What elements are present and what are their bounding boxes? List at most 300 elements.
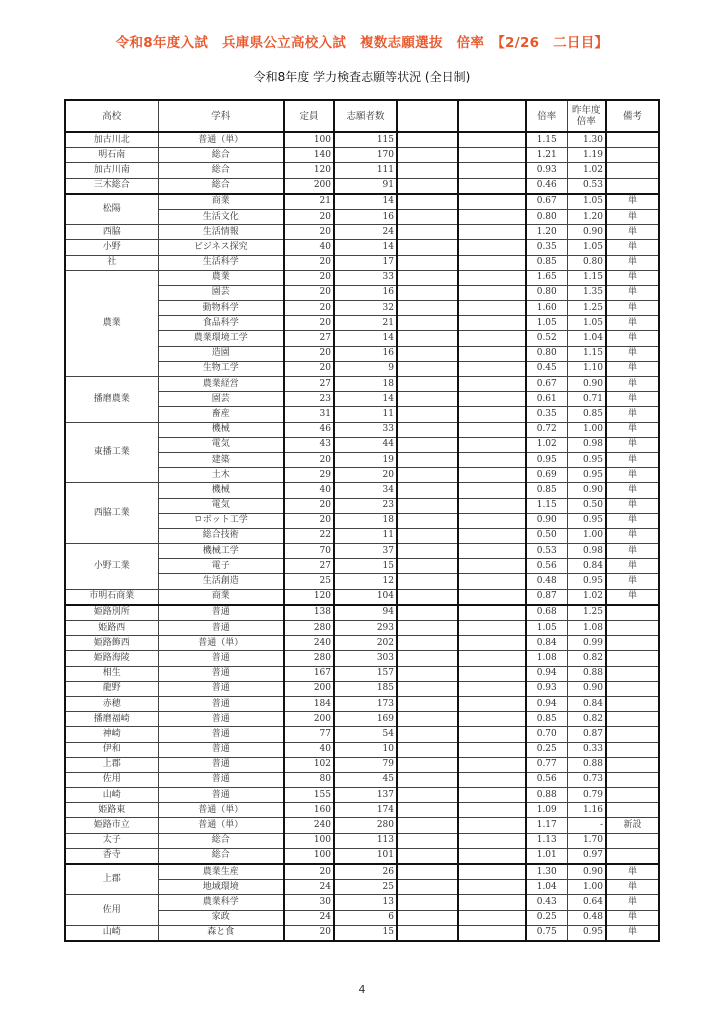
table-row: [65, 225, 659, 240]
blank-cell-2: [458, 559, 526, 574]
capacity-cell: 77: [284, 727, 334, 742]
school-cell: 山崎: [65, 925, 158, 941]
applicants-cell: 79: [334, 757, 397, 772]
school-cell: 松陽: [65, 194, 158, 225]
rate-cell: 0.52: [526, 331, 567, 346]
department-cell: 商業: [158, 589, 284, 605]
rate-cell: 0.45: [526, 361, 567, 376]
blank-cell-2: [458, 757, 526, 772]
note-cell: 単: [606, 895, 659, 910]
table-row: [65, 240, 659, 255]
department-cell: 総合: [158, 163, 284, 178]
rate-cell: 0.85: [526, 255, 567, 270]
blank-cell-2: [458, 803, 526, 818]
note-cell: [606, 788, 659, 803]
department-cell: 普通: [158, 712, 284, 727]
note-cell: [606, 666, 659, 681]
table-row: [65, 148, 659, 163]
capacity-cell: 24: [284, 910, 334, 925]
blank-cell-1: [397, 422, 458, 437]
capacity-cell: 40: [284, 742, 334, 757]
school-cell: 山崎: [65, 788, 158, 803]
last-year-rate-cell: 0.95: [567, 925, 606, 941]
applicants-cell: 18: [334, 377, 397, 392]
note-cell: [606, 148, 659, 163]
capacity-cell: 40: [284, 483, 334, 498]
capacity-cell: 20: [284, 498, 334, 513]
capacity-cell: 20: [284, 285, 334, 300]
blank-cell-1: [397, 818, 458, 833]
capacity-cell: 31: [284, 407, 334, 422]
applicants-cell: 174: [334, 803, 397, 818]
applicants-cell: 303: [334, 651, 397, 666]
rate-cell: 0.35: [526, 240, 567, 255]
school-cell: 姫路別所: [65, 605, 158, 621]
department-cell: 農業生産: [158, 864, 284, 880]
department-cell: 普通: [158, 727, 284, 742]
applicants-cell: 173: [334, 696, 397, 711]
rate-cell: 0.61: [526, 392, 567, 407]
capacity-cell: 120: [284, 163, 334, 178]
school-cell: 上郡: [65, 864, 158, 895]
applicants-cell: 9: [334, 361, 397, 376]
capacity-cell: 46: [284, 422, 334, 437]
school-cell: 播磨農業: [65, 377, 158, 423]
blank-cell-1: [397, 666, 458, 681]
blank-cell-2: [458, 848, 526, 864]
blank-cell-1: [397, 361, 458, 376]
blank-cell-2: [458, 651, 526, 666]
capacity-cell: 160: [284, 803, 334, 818]
blank-cell-2: [458, 346, 526, 361]
last-year-rate-cell: 1.25: [567, 301, 606, 316]
note-cell: 単: [606, 270, 659, 285]
blank-cell-2: [458, 452, 526, 467]
department-cell: 総合: [158, 178, 284, 194]
blank-cell-1: [397, 589, 458, 605]
blank-cell-1: [397, 925, 458, 941]
blank-cell-1: [397, 270, 458, 285]
capacity-cell: 102: [284, 757, 334, 772]
blank-cell-1: [397, 163, 458, 178]
capacity-cell: 120: [284, 589, 334, 605]
rate-cell: 1.05: [526, 316, 567, 331]
header-department: 学科: [158, 100, 284, 132]
last-year-rate-cell: 0.98: [567, 544, 606, 559]
last-year-rate-cell: 0.95: [567, 513, 606, 528]
table-row: [65, 895, 659, 910]
note-cell: 単: [606, 483, 659, 498]
header-blank-2: [458, 100, 526, 132]
rate-cell: 0.48: [526, 574, 567, 589]
capacity-cell: 27: [284, 559, 334, 574]
rate-cell: 0.85: [526, 712, 567, 727]
school-cell: 相生: [65, 666, 158, 681]
blank-cell-1: [397, 148, 458, 163]
blank-cell-2: [458, 544, 526, 559]
blank-cell-1: [397, 788, 458, 803]
school-cell: 神崎: [65, 727, 158, 742]
note-cell: 単: [606, 301, 659, 316]
table-row: [65, 727, 659, 742]
last-year-rate-cell: 0.50: [567, 498, 606, 513]
school-cell: 小野: [65, 240, 158, 255]
rate-cell: 0.56: [526, 559, 567, 574]
last-year-rate-cell: 0.90: [567, 377, 606, 392]
rate-cell: 1.65: [526, 270, 567, 285]
last-year-rate-cell: 0.95: [567, 574, 606, 589]
blank-cell-1: [397, 240, 458, 255]
capacity-cell: 20: [284, 225, 334, 240]
header-last-year-rate-line2: 倍率: [576, 116, 596, 127]
rate-cell: 0.53: [526, 544, 567, 559]
applicants-cell: 15: [334, 925, 397, 941]
table-row: [65, 589, 659, 605]
school-cell: 西脇: [65, 225, 158, 240]
capacity-cell: 140: [284, 148, 334, 163]
department-cell: 園芸: [158, 285, 284, 300]
last-year-rate-cell: 0.99: [567, 636, 606, 651]
last-year-rate-cell: 0.53: [567, 178, 606, 194]
department-cell: 普通（単）: [158, 803, 284, 818]
department-cell: 普通: [158, 757, 284, 772]
last-year-rate-cell: 1.04: [567, 331, 606, 346]
last-year-rate-cell: 1.02: [567, 589, 606, 605]
rate-cell: 0.93: [526, 163, 567, 178]
department-cell: 畜産: [158, 407, 284, 422]
applicants-cell: 6: [334, 910, 397, 925]
school-cell: 東播工業: [65, 422, 158, 483]
last-year-rate-cell: 0.97: [567, 848, 606, 864]
rate-cell: 0.68: [526, 605, 567, 621]
department-cell: 商業: [158, 194, 284, 210]
capacity-cell: 100: [284, 833, 334, 848]
applicants-cell: 14: [334, 331, 397, 346]
capacity-cell: 200: [284, 712, 334, 727]
last-year-rate-cell: 1.05: [567, 240, 606, 255]
last-year-rate-cell: 0.88: [567, 666, 606, 681]
blank-cell-2: [458, 864, 526, 880]
school-cell: 西脇工業: [65, 483, 158, 544]
rate-cell: 0.94: [526, 666, 567, 681]
department-cell: 普通: [158, 621, 284, 636]
capacity-cell: 30: [284, 895, 334, 910]
rate-cell: 0.77: [526, 757, 567, 772]
blank-cell-2: [458, 178, 526, 194]
department-cell: ビジネス探究: [158, 240, 284, 255]
blank-cell-2: [458, 483, 526, 498]
note-cell: 単: [606, 498, 659, 513]
applicants-cell: 113: [334, 833, 397, 848]
rate-cell: 0.43: [526, 895, 567, 910]
last-year-rate-cell: 1.02: [567, 163, 606, 178]
rate-cell: 0.46: [526, 178, 567, 194]
school-cell: 加古川南: [65, 163, 158, 178]
table-row: [65, 772, 659, 787]
note-cell: 単: [606, 377, 659, 392]
department-cell: 電子: [158, 559, 284, 574]
last-year-rate-cell: 1.19: [567, 148, 606, 163]
blank-cell-2: [458, 392, 526, 407]
department-cell: 土木: [158, 468, 284, 483]
applicants-cell: 32: [334, 301, 397, 316]
note-cell: [606, 727, 659, 742]
last-year-rate-cell: 0.71: [567, 392, 606, 407]
applicants-cell: 24: [334, 225, 397, 240]
rate-cell: 1.60: [526, 301, 567, 316]
department-cell: 機械: [158, 422, 284, 437]
school-cell: 姫路海陵: [65, 651, 158, 666]
school-cell: 姫路西: [65, 621, 158, 636]
last-year-rate-cell: -: [567, 818, 606, 833]
table-row: [65, 757, 659, 772]
school-cell: 龍野: [65, 681, 158, 696]
capacity-cell: 280: [284, 651, 334, 666]
capacity-cell: 100: [284, 132, 334, 148]
rate-cell: 1.04: [526, 880, 567, 895]
department-cell: 普通: [158, 788, 284, 803]
note-cell: [606, 621, 659, 636]
blank-cell-2: [458, 636, 526, 651]
note-cell: 単: [606, 468, 659, 483]
header-capacity: 定員: [284, 100, 334, 132]
capacity-cell: 25: [284, 574, 334, 589]
applicants-cell: 33: [334, 422, 397, 437]
table-row: [65, 163, 659, 178]
last-year-rate-cell: 0.82: [567, 712, 606, 727]
capacity-cell: 70: [284, 544, 334, 559]
capacity-cell: 20: [284, 255, 334, 270]
capacity-cell: 20: [284, 301, 334, 316]
blank-cell-2: [458, 574, 526, 589]
table-row: [65, 132, 659, 148]
table-row: [65, 255, 659, 270]
rate-cell: 0.70: [526, 727, 567, 742]
blank-cell-1: [397, 513, 458, 528]
note-cell: [606, 742, 659, 757]
blank-cell-1: [397, 621, 458, 636]
note-cell: [606, 757, 659, 772]
rate-cell: 0.95: [526, 452, 567, 467]
blank-cell-1: [397, 544, 458, 559]
applicants-cell: 16: [334, 209, 397, 224]
applicants-cell: 20: [334, 468, 397, 483]
capacity-cell: 27: [284, 377, 334, 392]
note-cell: 単: [606, 331, 659, 346]
applicants-cell: 170: [334, 148, 397, 163]
last-year-rate-cell: 0.88: [567, 757, 606, 772]
department-cell: 造園: [158, 346, 284, 361]
applicants-cell: 23: [334, 498, 397, 513]
rate-cell: 0.25: [526, 910, 567, 925]
school-cell: 播磨福崎: [65, 712, 158, 727]
capacity-cell: 20: [284, 925, 334, 941]
applicants-cell: 37: [334, 544, 397, 559]
school-cell: 加古川北: [65, 132, 158, 148]
note-cell: 単: [606, 361, 659, 376]
table-row: [65, 636, 659, 651]
blank-cell-1: [397, 132, 458, 148]
rate-cell: 0.25: [526, 742, 567, 757]
applicants-cell: 94: [334, 605, 397, 621]
blank-cell-2: [458, 666, 526, 681]
blank-cell-1: [397, 209, 458, 224]
note-cell: [606, 681, 659, 696]
blank-cell-1: [397, 437, 458, 452]
applicants-cell: 34: [334, 483, 397, 498]
applicants-cell: 12: [334, 574, 397, 589]
blank-cell-2: [458, 621, 526, 636]
note-cell: 単: [606, 544, 659, 559]
capacity-cell: 20: [284, 316, 334, 331]
blank-cell-2: [458, 528, 526, 543]
table-row: [65, 681, 659, 696]
school-cell: 社: [65, 255, 158, 270]
rate-cell: 0.67: [526, 377, 567, 392]
note-cell: 単: [606, 316, 659, 331]
school-cell: 小野工業: [65, 544, 158, 590]
note-cell: 単: [606, 422, 659, 437]
note-cell: [606, 636, 659, 651]
department-cell: 総合: [158, 848, 284, 864]
last-year-rate-cell: 0.73: [567, 772, 606, 787]
last-year-rate-cell: 1.00: [567, 528, 606, 543]
capacity-cell: 23: [284, 392, 334, 407]
applicants-cell: 293: [334, 621, 397, 636]
rate-cell: 0.93: [526, 681, 567, 696]
note-cell: 単: [606, 589, 659, 605]
last-year-rate-cell: 0.90: [567, 681, 606, 696]
note-cell: 単: [606, 407, 659, 422]
rate-cell: 0.80: [526, 209, 567, 224]
note-cell: 単: [606, 225, 659, 240]
capacity-cell: 29: [284, 468, 334, 483]
capacity-cell: 20: [284, 452, 334, 467]
last-year-rate-cell: 0.64: [567, 895, 606, 910]
table-row: [65, 377, 659, 392]
blank-cell-2: [458, 880, 526, 895]
school-cell: 太子: [65, 833, 158, 848]
table-row: [65, 605, 659, 621]
blank-cell-2: [458, 468, 526, 483]
blank-cell-2: [458, 240, 526, 255]
table-row: [65, 864, 659, 880]
last-year-rate-cell: 1.70: [567, 833, 606, 848]
rate-cell: 0.35: [526, 407, 567, 422]
note-cell: [606, 803, 659, 818]
note-cell: [606, 605, 659, 621]
rate-cell: 1.01: [526, 848, 567, 864]
department-cell: 総合: [158, 833, 284, 848]
table-row: [65, 651, 659, 666]
capacity-cell: 100: [284, 848, 334, 864]
last-year-rate-cell: 0.48: [567, 910, 606, 925]
rate-cell: 1.13: [526, 833, 567, 848]
department-cell: 生物工学: [158, 361, 284, 376]
last-year-rate-cell: 0.95: [567, 452, 606, 467]
capacity-cell: 138: [284, 605, 334, 621]
last-year-rate-cell: 0.90: [567, 483, 606, 498]
table-row: [65, 696, 659, 711]
note-cell: 新設: [606, 818, 659, 833]
blank-cell-2: [458, 513, 526, 528]
capacity-cell: 21: [284, 194, 334, 210]
blank-cell-1: [397, 848, 458, 864]
rate-cell: 0.69: [526, 468, 567, 483]
blank-cell-1: [397, 377, 458, 392]
department-cell: 普通（単）: [158, 818, 284, 833]
last-year-rate-cell: 0.85: [567, 407, 606, 422]
note-cell: 単: [606, 559, 659, 574]
note-cell: 単: [606, 346, 659, 361]
blank-cell-1: [397, 651, 458, 666]
note-cell: 単: [606, 880, 659, 895]
last-year-rate-cell: 0.79: [567, 788, 606, 803]
rate-cell: 0.80: [526, 285, 567, 300]
rate-cell: 1.09: [526, 803, 567, 818]
department-cell: 総合技術: [158, 528, 284, 543]
table-row: [65, 818, 659, 833]
blank-cell-2: [458, 316, 526, 331]
blank-cell-1: [397, 483, 458, 498]
school-cell: 伊和: [65, 742, 158, 757]
note-cell: 単: [606, 240, 659, 255]
school-cell: 農業: [65, 270, 158, 376]
last-year-rate-cell: 1.10: [567, 361, 606, 376]
department-cell: 森と食: [158, 925, 284, 941]
department-cell: 農業環境工学: [158, 331, 284, 346]
department-cell: 普通: [158, 666, 284, 681]
note-cell: 単: [606, 209, 659, 224]
rate-cell: 1.08: [526, 651, 567, 666]
last-year-rate-cell: 1.16: [567, 803, 606, 818]
table-header-row: [65, 100, 659, 132]
blank-cell-1: [397, 772, 458, 787]
applicants-cell: 14: [334, 240, 397, 255]
blank-cell-2: [458, 422, 526, 437]
note-cell: 単: [606, 528, 659, 543]
table-row: [65, 712, 659, 727]
blank-cell-2: [458, 712, 526, 727]
blank-cell-1: [397, 392, 458, 407]
blank-cell-2: [458, 727, 526, 742]
applicants-cell: 16: [334, 285, 397, 300]
rate-cell: 0.88: [526, 788, 567, 803]
capacity-cell: 27: [284, 331, 334, 346]
header-last-year-rate-line1: 昨年度: [571, 105, 601, 116]
department-cell: 園芸: [158, 392, 284, 407]
blank-cell-1: [397, 225, 458, 240]
last-year-rate-cell: 0.82: [567, 651, 606, 666]
department-cell: 普通: [158, 772, 284, 787]
blank-cell-2: [458, 361, 526, 376]
department-cell: 生活科学: [158, 255, 284, 270]
capacity-cell: 200: [284, 681, 334, 696]
rate-cell: 0.72: [526, 422, 567, 437]
last-year-rate-cell: 0.80: [567, 255, 606, 270]
capacity-cell: 22: [284, 528, 334, 543]
capacity-cell: 20: [284, 346, 334, 361]
last-year-rate-cell: 1.00: [567, 422, 606, 437]
applicants-cell: 54: [334, 727, 397, 742]
blank-cell-1: [397, 498, 458, 513]
header-applicants: 志願者数: [334, 100, 397, 132]
last-year-rate-cell: 1.30: [567, 132, 606, 148]
note-cell: 単: [606, 194, 659, 210]
applicants-cell: 21: [334, 316, 397, 331]
school-cell: 姫路東: [65, 803, 158, 818]
note-cell: 単: [606, 574, 659, 589]
